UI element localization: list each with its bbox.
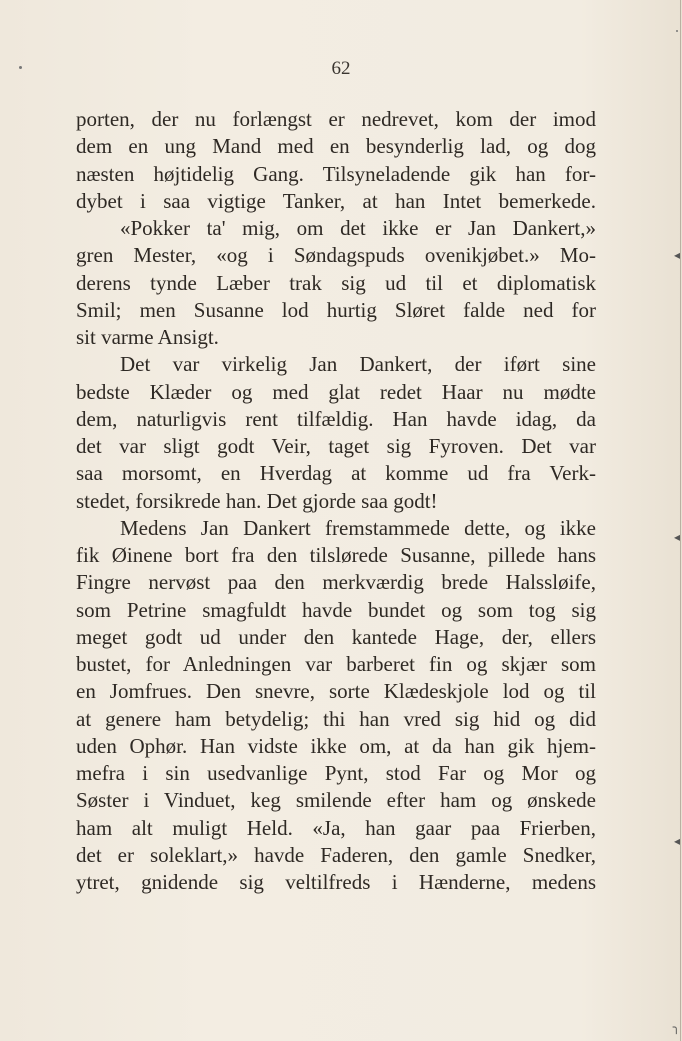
text-line: det var sligt godt Veir, taget sig Fyroven. Det var <box>76 434 596 458</box>
edge-arrow-icon: ◂ <box>673 248 680 262</box>
edge-arrow-icon: ◂ <box>673 530 680 544</box>
text-line: dem en ung Mand med en besynderlig lad, og dog <box>76 134 596 159</box>
text-line: det er soleklart,» havde Faderen, den gamle Snedker, <box>76 842 596 867</box>
text-line: Fingre nervøst paa den merkværdig brede Halssløife, <box>76 570 596 595</box>
text-line: ytret, gnidende sig veltilfreds i Hænderne, medens <box>76 870 596 894</box>
text-line: at genere ham betydelig; thi han vred sig hid og did <box>76 706 596 731</box>
text-line: Søster i Vinduet, keg smilende efter ham og ønskede <box>76 788 596 813</box>
text-line: Det var virkelig Jan Dankert, der iført sine <box>120 352 596 377</box>
text-line: næsten højtidelig Gang. Tilsyneladende gik han for- <box>76 161 596 186</box>
text-line: saa morsomt, en Hverdag at komme ud fra Verk- <box>76 461 596 486</box>
text-line: mefra i sin usedvanlige Pynt, stod Far og Mor og <box>76 761 596 785</box>
text-line: gren Mester, «og i Søndagspuds ovenikjøbet.» Mo- <box>76 243 596 268</box>
body-text <box>76 106 596 896</box>
text-line: dybet i saa vigtige Tanker, at han Intet bemerkede. <box>76 188 596 213</box>
page-edge-line <box>680 0 681 1041</box>
text-line: «Pokker ta' mig, om det ikke er Jan Dankert,» <box>120 216 596 240</box>
text-line: porten, der nu forlængst er nedrevet, kom der imod <box>76 107 596 131</box>
text-line: bustet, for Anledningen var barberet fin og skjær som <box>76 652 596 676</box>
edge-arrow-icon: ╮ <box>672 1020 680 1034</box>
edge-arrow-icon: ◂ <box>673 834 680 848</box>
text-line: ham alt muligt Held. «Ja, han gaar paa Frierben, <box>76 815 596 840</box>
text-line: som Petrine smagfuldt havde bundet og som tog sig <box>76 597 596 622</box>
scan-speck <box>19 66 22 69</box>
text-line: derens tynde Læber trak sig ud til et diplomatisk <box>76 270 596 295</box>
text-line: dem, naturligvis rent tilfældig. Han havde idag, da <box>76 406 596 431</box>
text-line: Medens Jan Dankert fremstammede dette, og ikke <box>120 515 596 540</box>
text-line: bedste Klæder og med glat redet Haar nu mødte <box>76 379 596 404</box>
text-line: Smil; men Susanne lod hurtig Sløret falde ned for <box>76 297 596 322</box>
text-line: fik Øinene bort fra den tilslørede Susanne, pillede hans <box>76 543 596 567</box>
text-line: sit varme Ansigt. <box>76 325 219 349</box>
text-line: uden Ophør. Han vidste ikke om, at da han gik hjem- <box>76 733 596 758</box>
text-line: en Jomfrues. Den snevre, sorte Klædeskjole lod og til <box>76 679 596 704</box>
text-line: stedet, forsikrede han. Det gjorde saa godt! <box>76 488 438 513</box>
scan-speck <box>676 30 678 32</box>
text-line: meget godt ud under den kantede Hage, der, ellers <box>76 624 596 649</box>
page-number: 62 <box>331 58 351 79</box>
